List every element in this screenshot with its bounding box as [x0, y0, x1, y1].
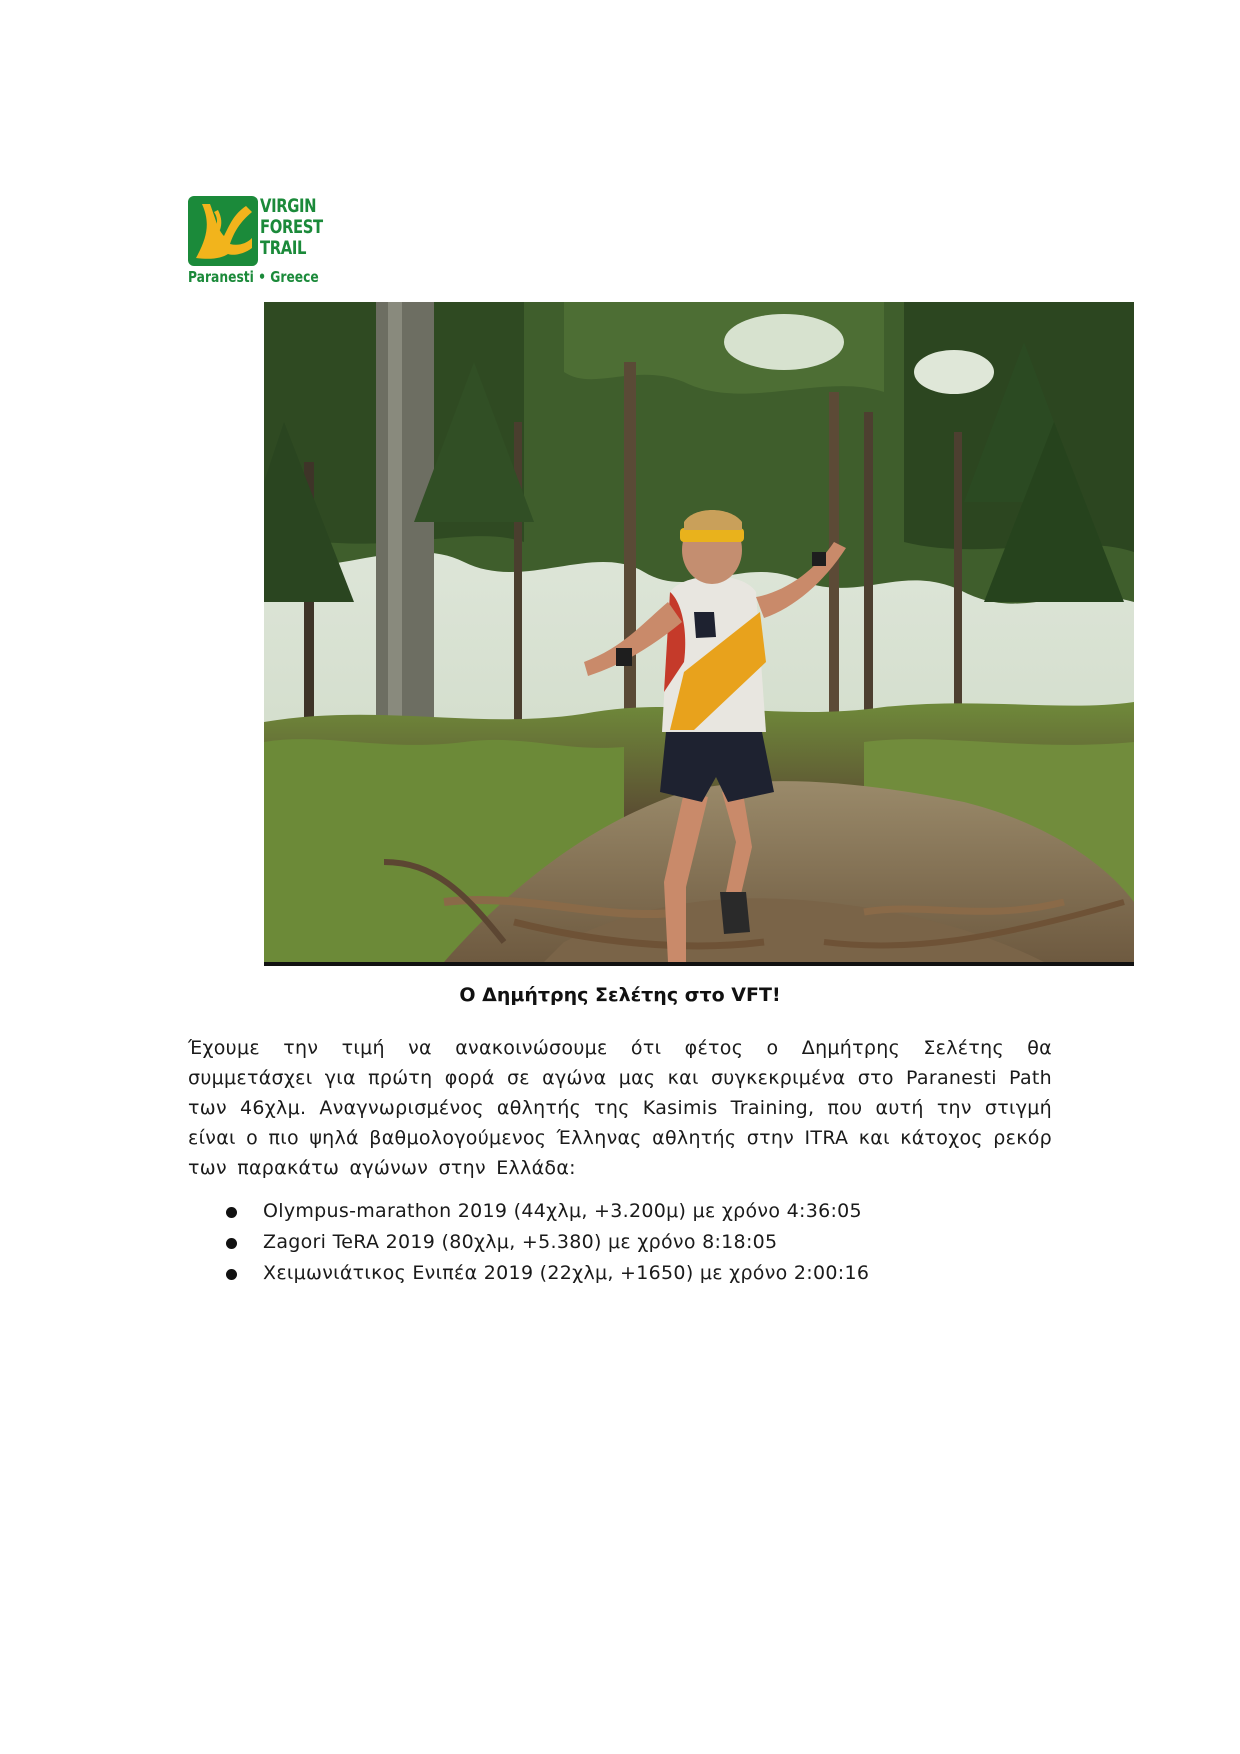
vft-logo [188, 196, 338, 286]
logo-tagline: Paranesti • Greece [188, 268, 319, 286]
trail-runner-photo [264, 302, 1134, 966]
bullet-icon [226, 1207, 237, 1218]
record-text: Χειμωνιάτικος Ενιπέα 2019 (22χλμ, +1650) με χρόνο 2:00:16 [263, 1262, 870, 1284]
record-text: Zagori TeRA 2019 (80χλμ, +5.380) με χρόνο 8:18:05 [263, 1231, 778, 1253]
logo-wordmark [260, 196, 330, 259]
announcement-paragraph: Έχουμε την τιμή να ανακοινώσουμε ότι φέτος ο Δημήτρης Σελέτης θα συμμετάσχει για πρώτη φορά σε αγώνα μας και συγκεκριμένα στο Paranesti Path των 46χλμ. Αναγνωρισμένος αθλητής της Kasimis Training, που αυτή την στιγμή είναι ο πιο ψηλά βαθμολογούμενος Έλληνας αθλητής στην ITRA και κάτοχος ρεκόρ των παρακάτω αγώνων στην Ελλάδα: [188, 1037, 1052, 1179]
bullet-icon [226, 1269, 237, 1280]
logo-mark-icon [188, 196, 258, 266]
list-item [188, 1258, 1052, 1289]
list-item [188, 1196, 1052, 1227]
photo-caption: Ο Δημήτρης Σελέτης στο VFT! [459, 984, 781, 1006]
list-item [188, 1227, 1052, 1258]
logo-line-1: VIRGIN [260, 195, 317, 217]
logo-line-3: TRAIL [260, 237, 307, 259]
bullet-icon [226, 1238, 237, 1249]
logo-line-2: FOREST [260, 216, 323, 238]
forest-scene-image [264, 302, 1134, 962]
records-list [188, 1196, 1052, 1289]
record-text: Olympus-marathon 2019 (44χλμ, +3.200μ) με χρόνο 4:36:05 [263, 1200, 862, 1222]
